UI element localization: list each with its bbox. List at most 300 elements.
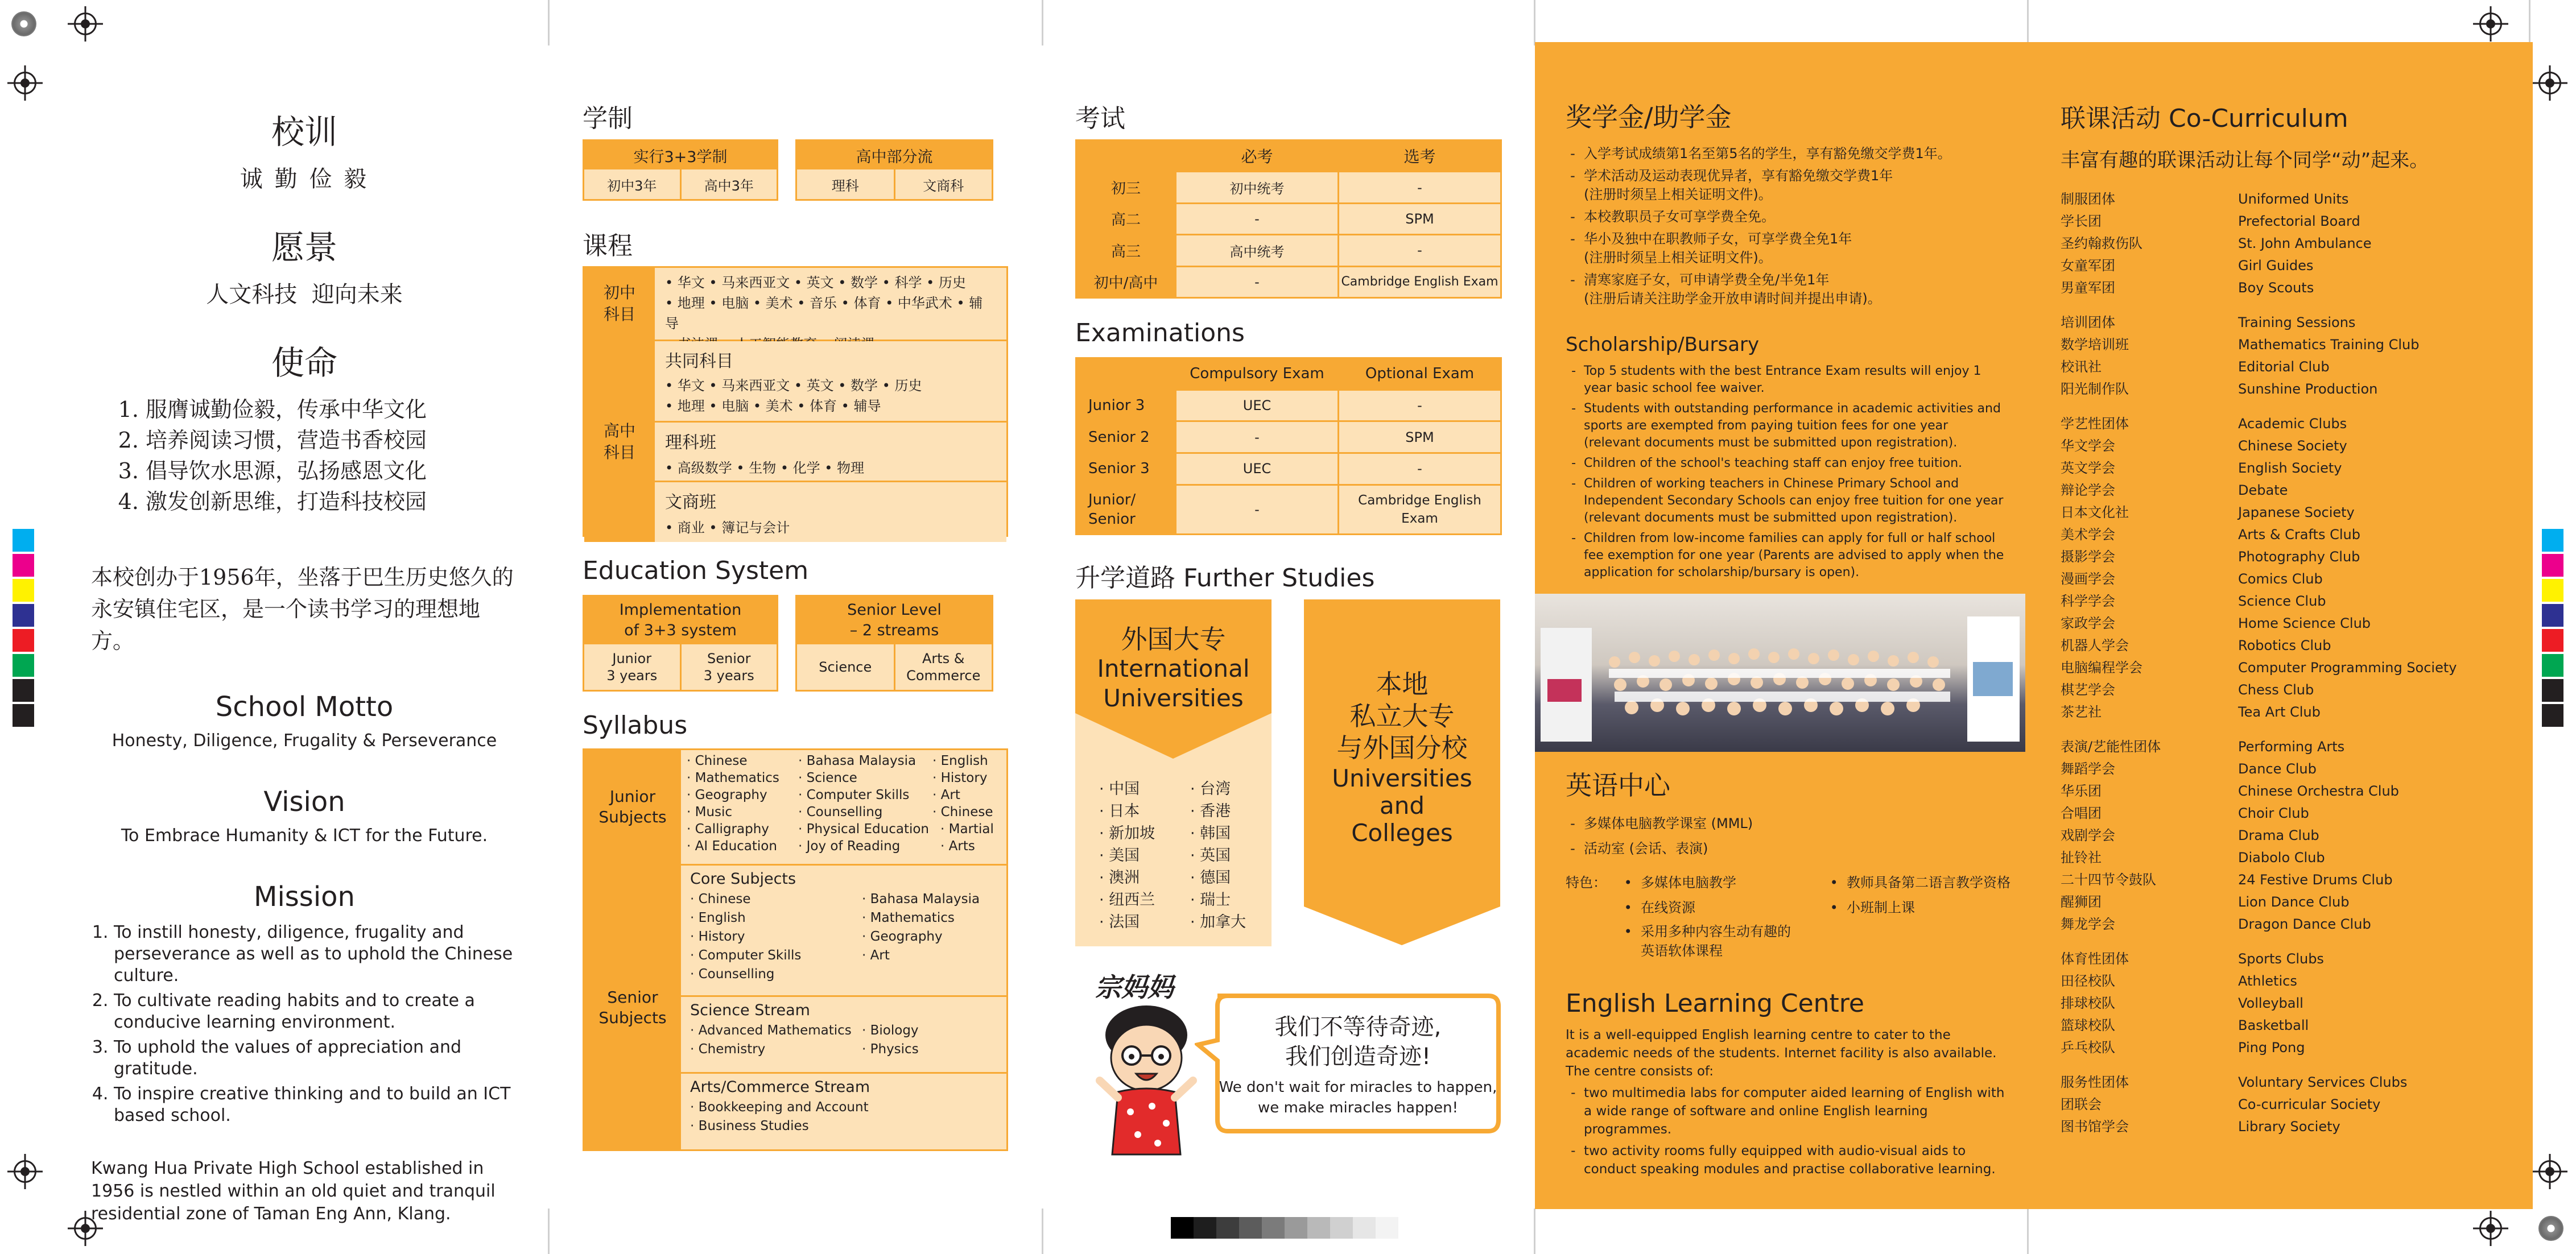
club-group	[2061, 299, 2516, 400]
system-cn-table-b	[795, 139, 993, 201]
subject: · Advanced Mathematics	[690, 1021, 862, 1040]
club-group	[2061, 400, 2516, 723]
course-sr-sci-title: 理科班	[665, 433, 716, 453]
printer-dot-icon	[11, 11, 36, 36]
club-cn: 科学学会	[2061, 593, 2115, 609]
subject: · Music	[687, 804, 798, 821]
system-cn-a-cell: 高中3年	[682, 169, 777, 199]
club-en: Editorial Club	[2238, 359, 2330, 375]
registration-mark-icon	[2538, 1160, 2561, 1183]
feature-item: • 教师具备第二语言教学资格	[1847, 872, 2011, 893]
exam-cn-cell: -	[1176, 267, 1337, 297]
vision-en-title: Vision	[263, 786, 345, 818]
country-col	[1099, 778, 1190, 933]
club-cn: 圣约翰救伤队	[2061, 235, 2142, 251]
club-cn: 数学培训班	[2061, 337, 2129, 353]
registration-mark-icon	[14, 72, 36, 94]
club-en: Mathematics Training Club	[2238, 337, 2420, 353]
features-col	[1828, 872, 2011, 964]
exam-en-cell: SPM	[1339, 422, 1500, 452]
club-group	[2061, 723, 2516, 936]
club-cn: 英文学会	[2061, 460, 2115, 476]
syllabus-sci-title: Science Stream	[690, 1001, 810, 1019]
scholar-en-item: - Students with outstanding performance in academic activities and sports are exempted from paying tuition fees for one year (relevant documents must be submitted upon registration).	[1584, 400, 2005, 452]
club-cn: 戏剧学会	[2061, 827, 2115, 843]
registration-mark-icon	[14, 1160, 36, 1183]
club-en: Home Science Club	[2238, 615, 2371, 631]
country: · 韩国	[1190, 822, 1246, 845]
feature-item: • 采用多种内容生动有趣的 英语软体课程	[1641, 922, 1828, 961]
course-sr-common-line: • 地理 • 电脑 • 美术 • 体育 • 辅导	[665, 398, 881, 414]
club-en: Girl Guides	[2238, 258, 2314, 274]
subject: · Joy of Reading	[798, 838, 932, 855]
cocurriculum-subtitle: 丰富有趣的联课活动让每个同学“动”起来。	[2061, 149, 2429, 172]
country: · 香港	[1190, 800, 1246, 822]
fold-mark	[2027, 1209, 2029, 1254]
exam-cn-cell: -	[1176, 204, 1337, 234]
subject: · AI Education	[687, 838, 798, 855]
features-col	[1623, 872, 1828, 964]
subject-cont: · Arts	[932, 838, 1001, 855]
syllabus-core-col	[690, 890, 862, 984]
subject: · Art	[932, 787, 1001, 804]
subject: · Chemistry	[690, 1040, 862, 1059]
exam-en-cell: -	[1339, 391, 1500, 421]
exam-en-row-label: Junior/ Senior	[1077, 486, 1175, 533]
group-photo-crowd	[1535, 594, 2025, 752]
motto-en: Honesty, Diligence, Frugality & Perseverance	[112, 731, 497, 751]
system-cn-b-header: 高中部分流	[797, 141, 992, 169]
club-group	[2061, 176, 2516, 299]
subject: · Bahasa Malaysia	[798, 752, 932, 769]
club-cn: 合唱团	[2061, 805, 2102, 821]
club-cn: 醒狮团	[2061, 894, 2102, 910]
exam-en-header: Compulsory Exam	[1176, 359, 1337, 389]
club-en: Japanese Society	[2238, 504, 2355, 520]
system-cn-a-header: 实行3+3学制	[584, 141, 777, 169]
club-en: Chinese Orchestra Club	[2238, 783, 2399, 799]
fold-mark	[2027, 0, 2029, 45]
subject: · English	[932, 752, 1001, 769]
mission-cn-item: 4. 激发创新思维，打造科技校园	[146, 486, 518, 517]
eng-cn-list	[1566, 813, 2015, 859]
club-group-cn-title: 培训团体	[2061, 314, 2115, 330]
club-en: Science Club	[2238, 593, 2326, 609]
intl-cn: 外国大专	[1121, 624, 1226, 655]
club-group-cn-title: 体育性团体	[2061, 951, 2129, 967]
subject: · Mathematics	[862, 909, 980, 928]
course-sr-label: 高中 科目	[584, 341, 655, 542]
system-en-table-b	[795, 595, 993, 692]
club-cn: 田径校队	[2061, 973, 2115, 989]
subject-cont: · Martial	[932, 821, 1001, 838]
club-en: Tea Art Club	[2238, 704, 2321, 720]
club-cn: 扯铃社	[2061, 850, 2102, 866]
club-cn: 图书馆学会	[2061, 1119, 2129, 1135]
subject: · Mathematics	[687, 769, 798, 787]
club-en: English Society	[2238, 460, 2342, 476]
subject: · Chinese	[690, 890, 862, 909]
subject: · Chinese	[687, 752, 798, 769]
feature-item: • 小班制上课	[1847, 897, 2011, 918]
exam-cn-cell: -	[1339, 172, 1500, 202]
fold-mark	[548, 0, 550, 45]
system-en-b-cell: Science	[797, 644, 895, 690]
registration-mark-icon	[2479, 1217, 2502, 1240]
country: · 新加坡	[1099, 822, 1190, 845]
club-en: Comics Club	[2238, 571, 2323, 587]
feature-item: • 在线资源	[1641, 897, 1828, 918]
exam-en-title: Examinations	[1075, 318, 1245, 347]
exam-cn-header: 必考	[1176, 141, 1337, 171]
scholar-cn-item: - 学术活动及运动表现优异者，享有豁免缴交学费1年 (注册时须呈上相关证明文件)。	[1584, 167, 2015, 204]
club-en: Athletics	[2238, 973, 2297, 989]
panel-english-centre	[1566, 765, 2015, 1182]
course-sr-com-line: • 商业 • 簿记与会计	[665, 520, 790, 536]
subject: · Chinese	[932, 804, 1001, 821]
scholar-en-list	[1566, 363, 2005, 581]
subject: · History	[932, 769, 1001, 787]
subject: · Biology	[862, 1021, 919, 1040]
subject: · Counselling	[690, 965, 862, 984]
system-en-b-cell: Arts & Commerce	[895, 644, 992, 690]
system-en-a-cell: Senior 3 years	[682, 644, 777, 690]
scholar-cn-title: 奖学金/助学金	[1566, 102, 1732, 133]
club-cn: 篮球校队	[2061, 1017, 2115, 1033]
club-group-en-title: Academic Clubs	[2238, 416, 2347, 432]
course-jr-line: • 华文 • 马来西亚文 • 英文 • 数学 • 科学 • 历史	[665, 275, 966, 291]
exam-en-cell: -	[1176, 422, 1337, 452]
scholar-en-item: - Top 5 students with the best Entrance Exam results will enjoy 1 year basic school fee waiver.	[1584, 363, 2005, 397]
syllabus-arts-title: Arts/Commerce Stream	[690, 1078, 870, 1096]
club-group-en-title: Sports Clubs	[2238, 951, 2324, 967]
country: · 德国	[1190, 867, 1246, 889]
exam-cn-row-label: 高三	[1077, 235, 1175, 265]
subject: · Computer Skills	[798, 787, 932, 804]
course-sr-sci-line: • 高级数学 • 生物 • 化学 • 物理	[665, 460, 865, 476]
course-cn-title: 课程	[583, 231, 633, 260]
registration-mark-icon	[74, 13, 97, 35]
subject: · Geography	[862, 928, 980, 946]
system-en-b-header: Senior Level – 2 streams	[797, 597, 992, 644]
vision-cn-title: 愿景	[271, 228, 337, 267]
club-cn: 机器人学会	[2061, 638, 2129, 653]
subject: · English	[690, 909, 862, 928]
club-en: Arts & Crafts Club	[2238, 527, 2360, 543]
club-en: St. John Ambulance	[2238, 235, 2372, 251]
exam-cn-row-label: 初中/高中	[1077, 267, 1175, 297]
scholar-en-item: - Children from low-income families can apply for full or half school fee exemption for one year (Parents are advised to apply when the application for scholarship/bursary is open).	[1584, 530, 2005, 581]
club-group-cn-title: 表演/艺能性团体	[2061, 739, 2161, 755]
subject: · Physical Education	[798, 821, 932, 838]
eng-cn-item: - 多媒体电脑教学课室 (MML)	[1584, 813, 2015, 834]
system-en-a-header: Implementation of 3+3 system	[584, 597, 777, 644]
motto-cn-title: 校训	[271, 113, 337, 151]
subject: · Computer Skills	[690, 946, 862, 965]
club-en: Basketball	[2238, 1017, 2309, 1033]
club-en: Robotics Club	[2238, 638, 2331, 653]
club-group-en-title: Uniformed Units	[2238, 191, 2349, 207]
group-photo	[1535, 594, 2025, 752]
motto-en-title: School Motto	[215, 691, 394, 723]
eng-cn-title: 英语中心	[1566, 770, 1670, 801]
subject: · Physics	[862, 1040, 919, 1059]
system-cn-table-a	[583, 139, 778, 201]
exam-en-cell: UEC	[1176, 454, 1337, 484]
gray-scale-bar	[1171, 1217, 1398, 1239]
about-cn: 本校创办于1956年，坐落于巴生历史悠久的永安镇住宅区，是一个读书学习的理想地方。	[91, 565, 514, 653]
club-en: Chinese Society	[2238, 438, 2347, 454]
scholar-cn-item: - 本校教职员子女可享学费全免。	[1584, 208, 2015, 226]
fold-mark	[1042, 0, 1043, 45]
club-cn: 团联会	[2061, 1096, 2102, 1112]
exam-cn-cell: 初中统考	[1176, 172, 1337, 202]
eng-en-title: English Learning Centre	[1566, 989, 1864, 1018]
exam-cn-header: 选考	[1339, 141, 1500, 171]
mascot-name: 宗妈妈	[1095, 972, 1174, 1003]
mascot-illustration	[1095, 1001, 1198, 1160]
vision-cn: 人文科技 迎向未来	[206, 282, 403, 308]
mission-cn-item: 2. 培养阅读习惯，营造书香校园	[146, 425, 518, 456]
syllabus-sci-col	[690, 1021, 862, 1059]
subject: · History	[690, 928, 862, 946]
club-cn: 华文学会	[2061, 438, 2115, 454]
panel-scholarship	[1566, 97, 2015, 585]
club-en: Volleyball	[2238, 995, 2303, 1011]
exam-en-cell: Cambridge English Exam	[1339, 486, 1500, 533]
system-cn-b-cell: 理科	[797, 169, 895, 199]
club-en: Dragon Dance Club	[2238, 916, 2371, 932]
country: · 日本	[1099, 800, 1190, 822]
club-cn: 摄影学会	[2061, 549, 2115, 565]
club-en: Boy Scouts	[2238, 280, 2314, 296]
eng-en-item: - two multimedia labs for computer aided learning of English with a wide range of software and online English learning programmes.	[1584, 1084, 2005, 1139]
course-cn-table	[583, 266, 1008, 537]
scholar-en-title: Scholarship/Bursary	[1566, 333, 1760, 356]
syllabus-arts-col	[690, 1098, 997, 1136]
club-cn: 美术学会	[2061, 527, 2115, 543]
club-cn: 电脑编程学会	[2061, 660, 2142, 676]
course-sr-common-title: 共同科目	[665, 351, 733, 371]
mission-cn-list	[123, 394, 518, 517]
fold-mark	[1534, 1209, 1535, 1254]
club-cn: 漫画学会	[2061, 571, 2115, 587]
mission-en-title: Mission	[254, 881, 355, 913]
scholar-cn-item: - 清寒家庭子女，可申请学费全免/半免1年 (注册后请关注助学金开放申请时间并提出申请)。	[1584, 271, 2015, 308]
subject: · Bookkeeping and Account	[690, 1098, 997, 1117]
club-cn: 舞龙学会	[2061, 916, 2115, 932]
vision-en: To Embrace Humanity & ICT for the Future.	[121, 826, 488, 846]
club-en: Dance Club	[2238, 761, 2317, 777]
club-cn: 辩论学会	[2061, 482, 2115, 498]
course-sr-com-title: 文商班	[665, 493, 716, 512]
country: · 纽西兰	[1099, 889, 1190, 911]
club-cn: 舞蹈学会	[2061, 761, 2115, 777]
mission-en-item: 4. To inspire creative thinking and to build an ICT based school.	[114, 1083, 518, 1127]
exam-en-row-label: Junior 3	[1077, 391, 1175, 421]
panel-cocurriculum	[2061, 98, 2516, 1138]
club-group-cn-title: 服务性团体	[2061, 1074, 2129, 1090]
features-label: 特色：	[1566, 875, 1607, 891]
club-cn: 棋艺学会	[2061, 682, 2115, 698]
eng-en-list	[1566, 1084, 2005, 1178]
printer-dot-icon	[2538, 1216, 2563, 1241]
mission-en-item: 1. To instill honesty, diligence, frugality and perseverance as well as to uphold the Chinese culture.	[114, 922, 518, 987]
system-cn-b-cell: 文商科	[895, 169, 992, 199]
club-en: Ping Pong	[2238, 1040, 2305, 1056]
mission-cn-title: 使命	[271, 343, 337, 382]
club-en: Diabolo Club	[2238, 850, 2325, 866]
intl-en: International Universities	[1097, 655, 1250, 712]
exam-en-row-label: Senior 2	[1077, 422, 1175, 452]
course-jr-label: 初中 科目	[584, 268, 655, 340]
system-en-table-a	[583, 595, 778, 692]
mission-cn-item: 1. 服膺诚勤俭毅，传承中华文化	[146, 394, 518, 425]
club-en: Drama Club	[2238, 827, 2319, 843]
club-cn: 排球校队	[2061, 995, 2115, 1011]
syllabus-jr-col	[687, 752, 798, 862]
club-en: Debate	[2238, 482, 2288, 498]
club-en: Photography Club	[2238, 549, 2360, 565]
scholar-cn-list	[1566, 144, 2015, 308]
cocurriculum-title: 联课活动 Co-Curriculum	[2061, 104, 2348, 133]
mission-cn-item: 3. 倡导饮水思源，弘扬感恩文化	[146, 456, 518, 486]
syllabus-title: Syllabus	[583, 711, 688, 740]
mission-en-item: 2. To cultivate reading habits and to create a conducive learning environment.	[114, 990, 518, 1033]
scholar-cn-item: - 入学考试成绩第1名至第5名的学生，享有豁免缴交学费1年。	[1584, 144, 2015, 163]
scholar-en-item: - Children of the school's teaching staff can enjoy free tuition.	[1584, 455, 2005, 472]
club-cn: 日本文化社	[2061, 504, 2129, 520]
club-cn: 家政学会	[2061, 615, 2115, 631]
subject: · Business Studies	[690, 1117, 997, 1136]
club-en: Lion Dance Club	[2238, 894, 2350, 910]
country: · 加拿大	[1190, 911, 1246, 933]
country: · 澳洲	[1099, 867, 1190, 889]
exam-cn-cell: Cambridge English Exam	[1339, 267, 1500, 297]
fold-mark	[1042, 1209, 1043, 1254]
scholar-cn-item: - 华小及独中在职教师子女，可享学费全免1年 (注册时须呈上相关证明文件)。	[1584, 230, 2015, 267]
country: · 中国	[1099, 778, 1190, 800]
club-cn: 阳光制作队	[2061, 381, 2129, 397]
country: · 美国	[1099, 845, 1190, 867]
country: · 法国	[1099, 911, 1190, 933]
system-en-a-cell: Junior 3 years	[584, 644, 682, 690]
fold-mark	[1534, 0, 1535, 45]
club-group-cn-title: 学艺性团体	[2061, 416, 2129, 432]
subject: · Science	[798, 769, 932, 787]
exam-cn-table	[1075, 139, 1502, 299]
eng-cn-item: - 活动室 (会话、表演)	[1584, 838, 2015, 859]
exam-cn-cell: 高中统考	[1176, 235, 1337, 265]
exam-en-row-label: Senior 3	[1077, 454, 1175, 484]
panel-motto	[91, 105, 518, 1226]
exam-cn-row-label: 高二	[1077, 204, 1175, 234]
club-cn: 茶艺社	[2061, 704, 2102, 720]
club-group	[2061, 1059, 2516, 1138]
fold-mark	[2529, 0, 2530, 45]
club-en: 24 Festive Drums Club	[2238, 872, 2393, 888]
scholar-en-item: - Children of working teachers in Chinese Primary School and Independent Secondary Schools can enjoy free tuition for one year (relevant documents must be submitted upon registration).	[1584, 475, 2005, 527]
bubble-cn: 我们不等待奇迹, 我们创造奇迹!	[1274, 1014, 1442, 1070]
eng-en-consists: The centre consists of:	[1566, 1064, 1714, 1079]
exam-en-table	[1075, 357, 1502, 535]
local-en: Universities and Colleges	[1332, 764, 1472, 847]
motto-cn: 诚 勤 俭 毅	[240, 166, 369, 192]
color-bar-right	[2542, 529, 2563, 729]
registration-mark-icon	[2479, 13, 2502, 35]
club-cn: 二十四节令鼓队	[2061, 872, 2156, 888]
eng-en-item: - two activity rooms fully equipped with audio-visual aids to conduct speaking modules and practise collaborative learning.	[1584, 1142, 2005, 1178]
course-jr-line: • 地理 • 电脑 • 美术 • 音乐 • 体育 • 中华武术 • 辅导	[665, 295, 983, 332]
fold-mark	[548, 1209, 550, 1254]
club-group	[2061, 936, 2516, 1059]
country-list	[1099, 778, 1246, 933]
club-en: Computer Programming Society	[2238, 660, 2457, 676]
exam-cn-cell: -	[1339, 235, 1500, 265]
exam-cn-row-label: 初三	[1077, 172, 1175, 202]
mission-en-item: 3. To uphold the values of appreciation and gratitude.	[114, 1037, 518, 1080]
club-cn: 华乐团	[2061, 783, 2102, 799]
club-en: Prefectorial Board	[2238, 213, 2360, 229]
further-title: 升学道路 Further Studies	[1075, 564, 1375, 593]
exam-cn-title: 考试	[1075, 104, 1125, 133]
subject: · Geography	[687, 787, 798, 804]
about-en: Kwang Hua Private High School established in 1956 is nestled within an old quiet and tranquil residential zone of Taman Eng Ann, Klang.	[91, 1158, 496, 1224]
club-cn: 女童军团	[2061, 258, 2115, 274]
subject: · Art	[862, 946, 980, 965]
system-en-title: Education System	[583, 556, 809, 585]
course-sr-common-line: • 华文 • 马来西亚文 • 英文 • 数学 • 历史	[665, 378, 922, 394]
club-cn: 乒乓校队	[2061, 1040, 2115, 1056]
subject: · Calligraphy	[687, 821, 798, 838]
club-group-cn-title: 制服团体	[2061, 191, 2115, 207]
exam-en-cell: -	[1339, 454, 1500, 484]
club-en: Library Society	[2238, 1119, 2340, 1135]
exam-cn-cell: SPM	[1339, 204, 1500, 234]
feature-item: • 多媒体电脑教学	[1641, 872, 1828, 893]
eng-en-intro: It is a well-equipped English learning centre to cater to the academic needs of the students. Internet facility is also available.	[1566, 1028, 1997, 1061]
color-bar-left	[13, 529, 34, 729]
club-en: Chess Club	[2238, 682, 2314, 698]
syllabus-sr-label: Senior Subjects	[584, 866, 681, 1149]
syllabus-jr-col	[798, 752, 932, 862]
syllabus-jr-label: Junior Subjects	[584, 750, 681, 864]
club-group-en-title: Performing Arts	[2238, 739, 2345, 755]
club-cn: 学长团	[2061, 213, 2102, 229]
club-cn: 男童军团	[2061, 280, 2115, 296]
country: · 台湾	[1190, 778, 1246, 800]
syllabus-core-col	[862, 890, 980, 984]
club-en: Sunshine Production	[2238, 381, 2378, 397]
country: · 瑞士	[1190, 889, 1246, 911]
club-en: Co-curricular Society	[2238, 1096, 2381, 1112]
subject: · Bahasa Malaysia	[862, 890, 980, 909]
club-group-en-title: Voluntary Services Clubs	[2238, 1074, 2408, 1090]
club-en: Choir Club	[2238, 805, 2309, 821]
country: · 英国	[1190, 845, 1246, 867]
syllabus-sci-col	[862, 1021, 919, 1059]
system-cn-a-cell: 初中3年	[584, 169, 682, 199]
exam-en-cell: -	[1176, 486, 1337, 533]
syllabus-jr-col	[932, 752, 1001, 862]
club-cn: 校讯社	[2061, 359, 2102, 375]
syllabus-table	[583, 748, 1008, 1151]
club-group-en-title: Training Sessions	[2238, 314, 2356, 330]
country-col	[1190, 778, 1246, 933]
exam-en-header: Optional Exam	[1339, 359, 1500, 389]
local-cn: 本地 私立大专 与外国分校	[1336, 669, 1468, 763]
bubble-en: We don't wait for miracles to happen, we make miracles happen!	[1219, 1079, 1497, 1116]
